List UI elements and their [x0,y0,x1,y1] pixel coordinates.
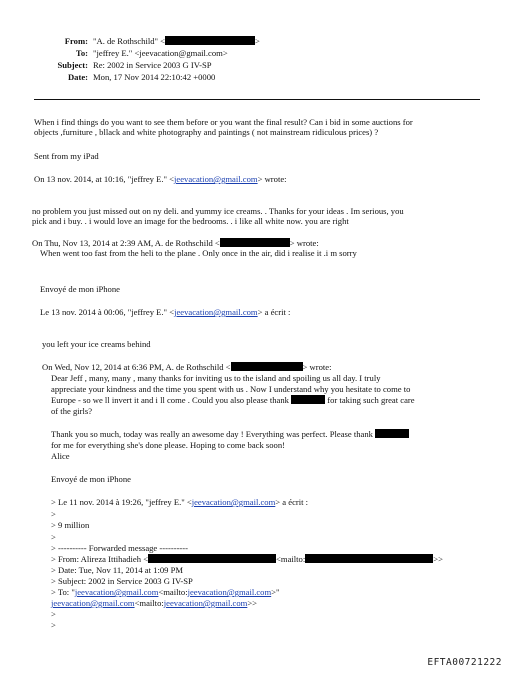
forwarded-to: > To: "jeevacation@gmail.com<mailto:jeevacation@gmail.com>" [51,587,280,597]
redaction-block [220,238,290,247]
quote-header: On Wed, Nov 12, 2014 at 6:36 PM, A. de Rothschild < > wrote: [42,362,332,372]
forwarded-to-cont: jeevacation@gmail.com<mailto:jeevacation@gmail.com>> [51,598,258,608]
quote-header: On 13 nov. 2014, at 10:16, "jeffrey E." <jeevacation@gmail.com> wrote: [34,174,287,184]
body-line: for me for everything she's done please. Hoping to come back soon! [51,440,285,450]
to-label: To: [75,48,88,58]
to-value: "jeffrey E." <jeevacation@gmail.com> [93,48,228,58]
header-divider [34,99,480,100]
redaction-block [291,395,325,404]
body-line: pick and i buy. . i would love an image for the bedrooms. . i like all white now. you are right [32,216,349,226]
email-link[interactable]: jeevacation@gmail.com [74,587,159,597]
quote-header: On Thu, Nov 13, 2014 at 2:39 AM, A. de Rothschild < > wrote: [32,238,319,248]
body-line: Europe - so we ll invert it and i ll come . Could you also please thank for taking such great care [51,395,415,405]
redaction-block [375,429,409,438]
quote-marker: > [51,532,56,542]
document-id: EFTA00721222 [427,657,502,668]
email-link[interactable]: jeevacation@gmail.com [191,497,276,507]
body-line: appreciate your kindness and the time you spent with us . Now I understand why you hesitate to come to [51,384,411,394]
forwarded-from: > From: Alireza Ittihadieh < <mailto: >> [51,554,443,564]
body-line: When i find things do you want to see them before or you want the final result? Can i bid in some auctions for [34,117,413,127]
body-line: Dear Jeff , many, many , many thanks for inviting us to the island and spoiling us all day. I truly [51,373,381,383]
body-line: no problem you just missed out on ny deli. and yummy ice creams. . Thanks for your ideas . Im serious, you [32,206,404,216]
subject-value: Re: 2002 in Service 2003 G IV-SP [93,60,212,70]
date-value: Mon, 17 Nov 2014 22:10:42 +0000 [93,72,216,82]
quote-marker: > [51,620,56,630]
sent-from-ipad: Sent from my iPad [34,151,99,161]
body-line: of the girls? [51,406,93,416]
quote-header: Le 13 nov. 2014 à 00:06, "jeffrey E." <jeevacation@gmail.com> a écrit : [40,307,291,317]
redaction-block [148,554,276,563]
forwarded-header: > ---------- Forwarded message ---------- [51,543,189,553]
quote-marker: > [51,509,56,519]
redaction-block [231,362,303,371]
body-line: objects ,furniture , bllack and white photography and paintings ( not mainstream ridiculous prices) ? [34,127,379,137]
body-line: When went too fast from the heli to the plane . Only once in the air, did i realise it .i m sorry [40,248,357,258]
subject-label: Subject: [57,60,88,70]
email-link[interactable]: jeevacation@gmail.com [163,598,248,608]
redaction-block [165,36,255,45]
envoye-line: Envoyé de mon iPhone [51,474,131,484]
body-line: > 9 million [51,520,90,530]
from-value: "A. de Rothschild" < > [93,36,260,46]
forwarded-date: > Date: Tue, Nov 11, 2014 at 1:09 PM [51,565,184,575]
email-link[interactable]: jeevacation@gmail.com [187,587,272,597]
body-line: you left your ice creams behind [42,339,151,349]
forwarded-subject: > Subject: 2002 in Service 2003 G IV-SP [51,576,193,586]
email-link[interactable]: jeevacation@gmail.com [174,307,258,317]
envoye-line: Envoyé de mon iPhone [40,284,120,294]
redaction-block [305,554,433,563]
quote-header: > Le 11 nov. 2014 à 19:26, "jeffrey E." <jeevacation@gmail.com> a écrit : [51,497,309,507]
email-link[interactable]: jeevacation@gmail.com [51,598,135,608]
date-label: Date: [67,72,88,82]
signature: Alice [51,451,70,461]
quote-marker: > [51,609,56,619]
body-line: Thank you so much, today was really an awesome day ! Everything was perfect. Please thank [51,429,409,439]
email-link[interactable]: jeevacation@gmail.com [174,174,258,184]
from-label: From: [64,36,88,46]
